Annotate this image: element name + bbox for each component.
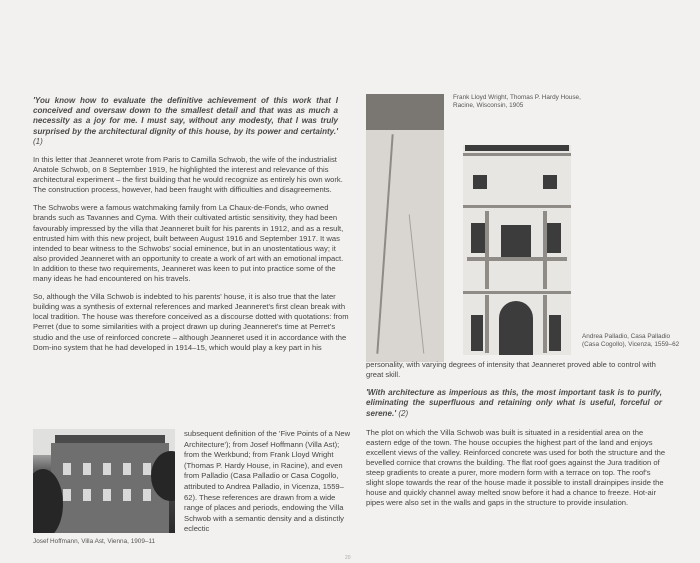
- photo-window: [83, 489, 91, 501]
- drawing-line: [376, 134, 393, 354]
- facade-window: [549, 315, 561, 351]
- casa-palladio-drawing: [463, 145, 571, 355]
- facade-balustrade: [467, 257, 567, 261]
- photo-window: [123, 489, 131, 501]
- paragraph-plot: The plot on which the Villa Schwob was built is situated in a residential area on the eastern edge of the town. The house occupies the highest part of the land and enjoys excellent views of the valley. Reinforced concrete was used for both the structure and the bevelled cornice that crowns the building. The flat roof goes against the Jura tradition of steep gradients to create a purer, more modern form with a terrace on top. The roof's slight slope towards the rear of the house made it possible to install drainpipes inside the house and quickly channel away melted snow before it had a chance to freeze. Hot-air pipes were also set in the walls and gaps in the structure to provide insulation.: [366, 427, 666, 508]
- photo-window: [103, 489, 111, 501]
- drawing-line: [409, 214, 425, 353]
- facade-window: [547, 223, 561, 253]
- paragraph-personality: personality, with varying degrees of intensity that Jeanneret proved able to control with great skill.: [366, 360, 656, 380]
- paragraph-references: So, although the Villa Schwob is indebted to his parents' house, it is also true that the later building was a synthesis of external references and marked Jeanneret's first clean break with local tradition. The house was therefore conceived as a discourse dotted with quotations: from Perret (due to some similarities with a project drawn up during Jeanneret's time at Perret's studio and the use of reinforced concrete – although Jeanneret used it in accordance with the Dom-ino system that he had developed in 1914–15, which would play a key part in his: [33, 292, 349, 352]
- paragraph-schwob-family: The Schwobs were a famous watchmaking family from La Chaux-de-Fonds, who owned brands such as Tavannes and Cyma. With their cultivated artistic sensitivity, they had been favourably impressed by the villa that Jeanneret built for his parents in 1912, and as a result, entrusted him with this new project, built between August 1916 and September 1917. It was intended to bear witness to the Schwobs' social eminence, but in an unostentatious way; it also provided Jeanneret with an opportunity to create a work of art with an emotional impact. In addition to these two requirements, Jeanneret was keen to put into practice some of the many ideas he had encountered on his travels.: [33, 203, 344, 284]
- facade-moulding: [463, 291, 571, 294]
- facade-moulding: [463, 153, 571, 156]
- facade-window: [471, 315, 483, 351]
- photo-building: [51, 443, 169, 533]
- facade-cornice: [465, 145, 569, 151]
- photo-window: [63, 463, 71, 475]
- opening-quote-text: 'You know how to evaluate the definitive achievement of this work that I conceived and oversaw down to the smallest detail and that was as much a necessity as a joy for me. I must say, without any modesty, that I was truly surprised by the architectural dignity of this house, by its power and certainty.': [33, 96, 338, 136]
- facade-column: [485, 295, 489, 353]
- caption-villa-ast: Josef Hoffmann, Villa Ast, Vienna, 1909–11: [33, 538, 156, 545]
- facade-arched-door: [499, 301, 533, 355]
- hardy-house-drawing: [366, 94, 444, 362]
- photo-window: [143, 489, 151, 501]
- drawing-shadow: [366, 94, 444, 130]
- facade-column: [543, 295, 547, 353]
- footnote-ref-1: (1): [33, 136, 43, 146]
- facade-attic-window: [473, 175, 487, 189]
- photo-window: [123, 463, 131, 475]
- wrap-column: [184, 429, 354, 543]
- right-column: [366, 360, 666, 517]
- footnote-ref-2: (2): [398, 408, 409, 418]
- second-quote: [366, 388, 662, 419]
- caption-hardy-house: Frank Lloyd Wright, Thomas P. Hardy House, Racine, Wisconsin, 1905: [453, 94, 581, 109]
- photo-window: [63, 489, 71, 501]
- second-quote-text: 'With architecture as imperious as this, the most important task is to purify, eliminating the superfluous and retaining only what is useful, forceful or serene.': [366, 388, 662, 418]
- facade-window: [471, 223, 485, 253]
- photo-window: [83, 463, 91, 475]
- facade-moulding: [463, 205, 571, 208]
- photo-window: [103, 463, 111, 475]
- facade-attic-window: [543, 175, 557, 189]
- opening-quote: [33, 96, 338, 147]
- caption-casa-palladio: Andrea Palladio, Casa Palladio (Casa Cogollo), Vicenza, 1559–62: [582, 333, 680, 348]
- facade-column: [485, 211, 489, 289]
- facade-central-window: [501, 225, 531, 259]
- paragraph-references-continued: subsequent definition of the 'Five Points of a New Architecture'); from Josef Hoffmann (Villa Ast); from the Werkbund; from Frank Lloyd Wright (Thomas P. Hardy House, in Racine), and even from Palladio (Casa Palladio or Casa Cogollo, attributed to Andrea Palladio, in Vicenza, 1559–62). These references are drawn from a wide range of places and periods, endowing the Villa Schwob with a semantic density and a distinctly eclectic: [184, 429, 351, 534]
- left-column: [33, 96, 351, 361]
- paragraph-letter: In this letter that Jeanneret wrote from Paris to Camilla Schwob, the wife of the industrialist Anatole Schwob, on 8 September 1919, he highlighted the interest and relevance of this architectural experiment – the first building that he would recognize as entirely his own work. The construction process, however, had been fraught with difficulties and disagreements.: [33, 155, 343, 195]
- villa-ast-photo: [33, 429, 175, 533]
- page-number: 20: [345, 555, 351, 561]
- photo-window: [143, 463, 151, 475]
